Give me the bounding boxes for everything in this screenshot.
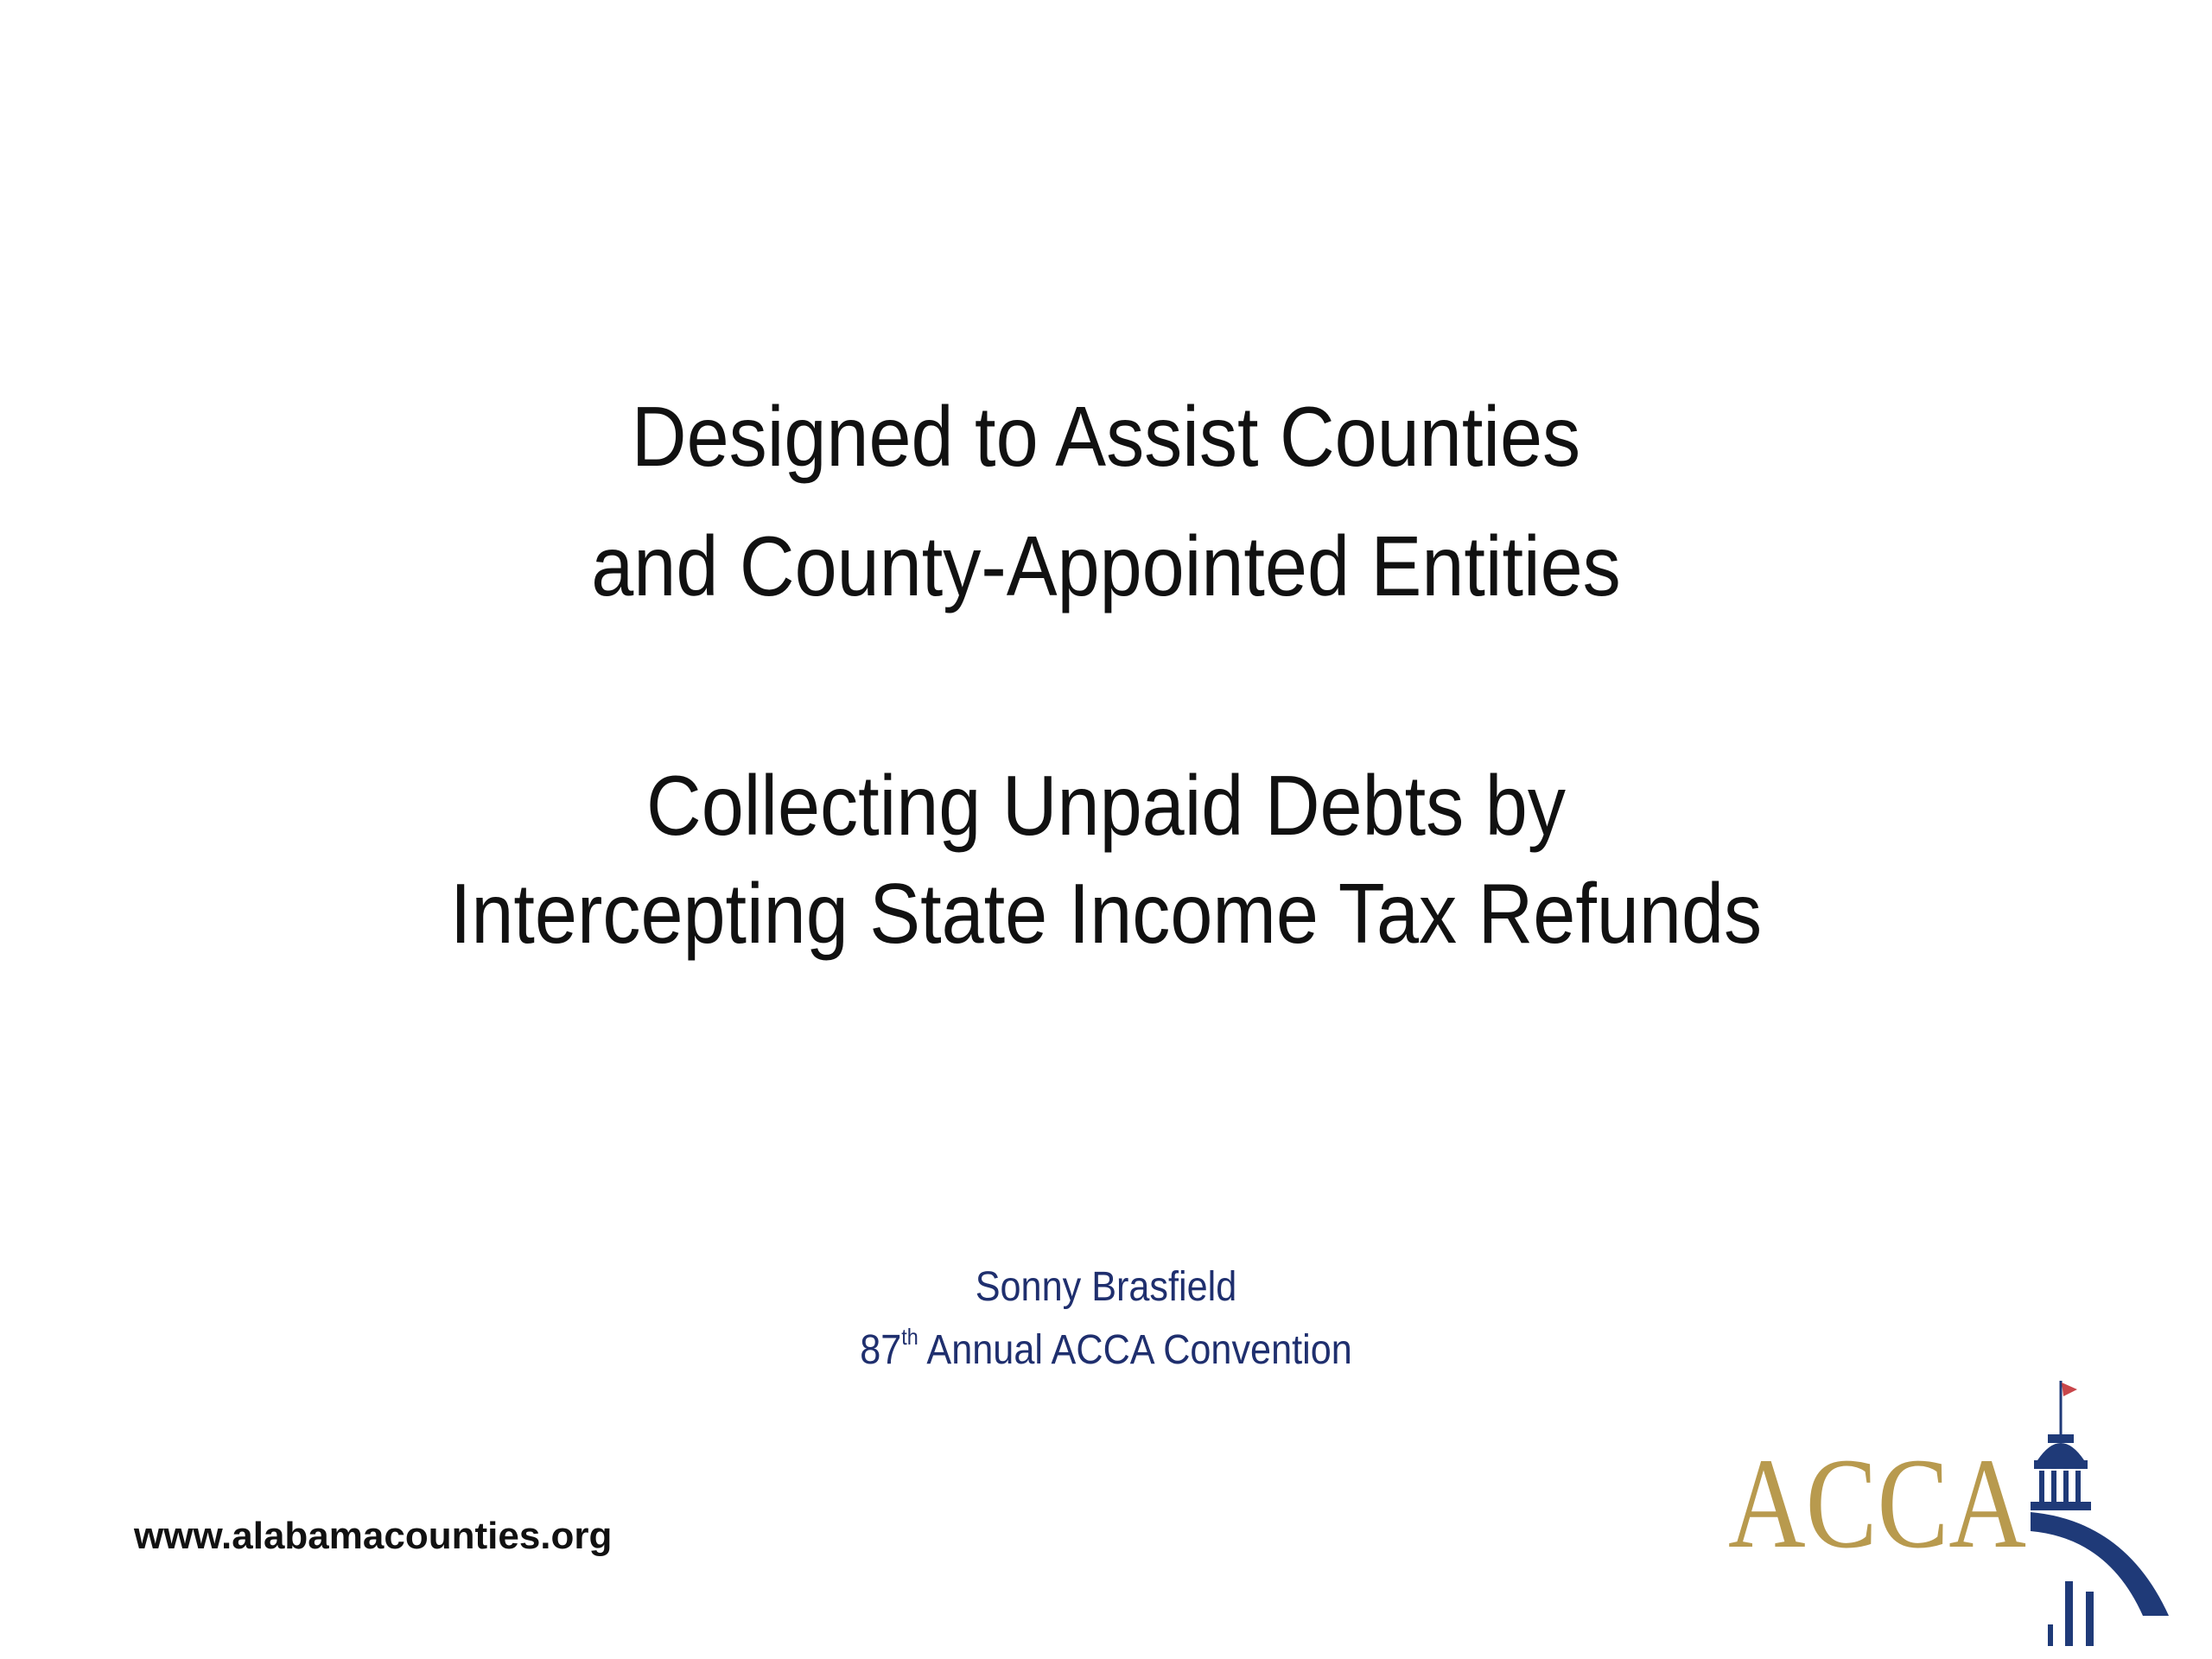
- footer-website-url: www.alabamacounties.org: [134, 1515, 613, 1557]
- convention-number: 87: [860, 1327, 902, 1373]
- logo-flag: [2062, 1382, 2077, 1396]
- presenter-name: Sonny Brasfield: [975, 1264, 1237, 1310]
- logo-column-2: [2086, 1592, 2094, 1646]
- acca-logo-wordmark: ACCA: [1728, 1432, 2026, 1575]
- logo-dome: [2031, 1512, 2169, 1616]
- logo-cupola-roof: [2037, 1443, 2084, 1460]
- heading-primary-line-1: Designed to Assist Counties: [631, 389, 1581, 484]
- logo-cupola-top: [2048, 1434, 2074, 1443]
- convention-ordinal-suffix: th: [901, 1324, 918, 1350]
- slide-heading-primary: [111, 372, 2101, 631]
- logo-cupola-base: [2034, 1460, 2088, 1469]
- logo-column-1: [2065, 1581, 2073, 1646]
- slide-heading-secondary: [111, 752, 2101, 968]
- acca-logo: [1719, 1365, 2186, 1650]
- heading-secondary-line-1: Collecting Unpaid Debts by: [646, 758, 1566, 853]
- heading-primary-line-2: and County-Appointed Entities: [591, 518, 1621, 613]
- convention-name: Annual ACCA Convention: [918, 1327, 1352, 1373]
- heading-secondary-line-2: Intercepting State Income Tax Refunds: [449, 866, 1763, 961]
